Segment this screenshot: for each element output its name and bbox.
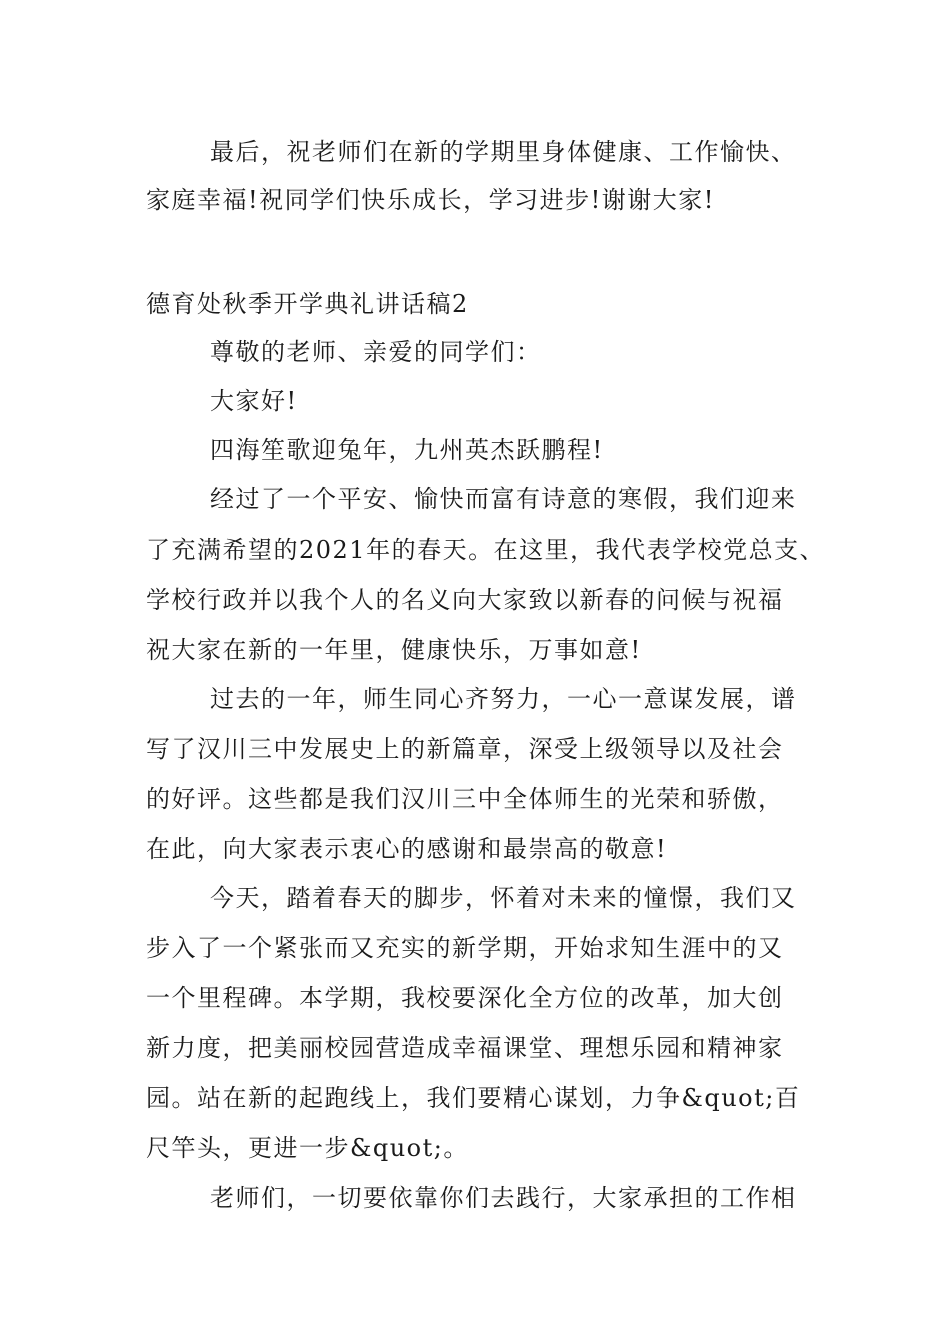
- paragraph-line: 了充满希望的2021年的春天。在这里，我代表学校党总支、: [146, 536, 826, 564]
- paragraph-line: 写了汉川三中发展史上的新篇章，深受上级领导以及社会: [146, 735, 784, 763]
- paragraph-line: 家庭幸福!祝同学们快乐成长，学习进步!谢谢大家!: [146, 186, 715, 214]
- paragraph-line: 的好评。这些都是我们汉川三中全体师生的光荣和骄傲，: [146, 785, 784, 813]
- paragraph-line: 新力度，把美丽校园营造成幸福课堂、理想乐园和精神家: [146, 1034, 784, 1062]
- paragraph-line: 学校行政并以我个人的名义向大家致以新春的问候与祝福: [146, 586, 784, 614]
- paragraph-line: 尺竿头，更进一步&quot;。: [146, 1134, 469, 1162]
- paragraph-line: 过去的一年，师生同心齐努力，一心一意谋发展，谱: [210, 685, 797, 713]
- paragraph-line: 今天，踏着春天的脚步，怀着对未来的憧憬，我们又: [210, 884, 797, 912]
- paragraph-line: 祝大家在新的一年里，健康快乐，万事如意!: [146, 636, 642, 664]
- paragraph-line: 步入了一个紧张而又充实的新学期，开始求知生涯中的又: [146, 934, 784, 962]
- paragraph-line: 最后，祝老师们在新的学期里身体健康、工作愉快、: [210, 138, 797, 166]
- greeting: 大家好!: [210, 387, 298, 415]
- paragraph-line: 经过了一个平安、愉快而富有诗意的寒假，我们迎来: [210, 485, 797, 513]
- paragraph-line: 一个里程碑。本学期，我校要深化全方位的改革，加大创: [146, 984, 784, 1012]
- paragraph-line: 在此，向大家表示衷心的感谢和最崇高的敬意!: [146, 835, 668, 863]
- paragraph-line: 园。站在新的起跑线上，我们要精心谋划，力争&quot;百: [146, 1084, 801, 1112]
- paragraph-line: 老师们，一切要依靠你们去践行，大家承担的工作相: [210, 1184, 797, 1212]
- section-heading: 德育处秋季开学典礼讲话稿2: [146, 290, 469, 318]
- paragraph-line: 四海笙歌迎兔年，九州英杰跃鹏程!: [210, 436, 604, 464]
- salutation: 尊敬的老师、亲爱的同学们：: [210, 338, 542, 366]
